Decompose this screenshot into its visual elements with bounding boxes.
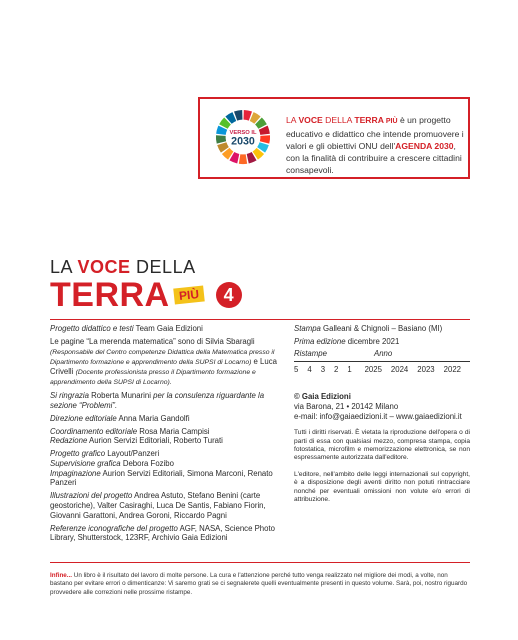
credit-value: Layout/Panzeri — [105, 449, 160, 459]
credit-value: Rosa Maria Campisi — [137, 426, 210, 436]
print-info-column — [294, 324, 470, 504]
credits-column — [50, 324, 282, 546]
credit-value: Aurion Servizi Editoriali, Simona Marconi, Renato Panzeri — [50, 468, 273, 488]
volume-number-badge: 4 — [216, 282, 242, 308]
print-value: Galleani & Chignoli – Basiano (MI) — [320, 324, 443, 333]
agenda-text-part: , con la finalità di contribuire a crescere cittadini consapevoli. — [286, 141, 462, 175]
print-label: Stampa — [294, 324, 321, 333]
credit-illustrazioni — [50, 491, 282, 520]
publisher-contact: e-mail: info@gaiaedizioni.it – www.gaiaedizioni.it — [294, 411, 462, 421]
credit-ringraziamenti — [50, 391, 282, 410]
anno-label: Anno — [374, 349, 393, 359]
credit-label: Progetto didattico e testi — [50, 324, 134, 333]
credit-note: (Docente professionista presso il Dipartimento formazione e apprendimento della SUPSI di Locarno). — [50, 369, 256, 387]
print-value: dicembre 2021 — [345, 336, 400, 346]
credit-label: Progetto grafico — [50, 449, 106, 459]
publisher-address: via Barona, 21 • 20142 Milano — [294, 401, 399, 411]
sdg-ring-segment — [216, 135, 226, 143]
credit-value: Aurion Servizi Editoriali, Roberto Turati — [87, 436, 223, 446]
credit-coordinamento — [50, 427, 282, 446]
series-title-line2 — [50, 278, 242, 312]
print-stampa — [294, 324, 470, 334]
ristampa-year: 2023 — [417, 364, 435, 374]
rights-notice: Tutti i diritti riservati. È vietata la riproduzione dell'opera o di parti di essa con qualsiasi mezzo, compresa stampa, copia fotostatica, microfilm e memorizzazione elettronica, se non espressamente autorizzata dall'editore. — [294, 429, 470, 462]
print-label: Prima edizione — [294, 336, 346, 346]
agenda-text-voce: VOCE — [298, 115, 323, 125]
series-title-line1 — [50, 258, 242, 276]
title-divider — [50, 319, 470, 320]
ristampa-number: 3 — [320, 364, 326, 374]
credit-value: Roberta Munarini — [89, 391, 154, 400]
agenda-2030-box — [198, 97, 470, 179]
ristampa-number: 5 — [294, 364, 299, 374]
footer-divider — [50, 562, 470, 563]
credit-value: Le pagine “La merenda matematica” sono di Silvia Sbaragli — [50, 337, 255, 347]
agenda-text-part: LA — [286, 115, 299, 125]
ristampe-numbers — [294, 365, 365, 375]
series-title-voce: VOCE — [77, 257, 131, 277]
credit-note: (Responsabile del Centro competenze Didattica della Matematica presso il Dipartimento formazione e apprendimento della SUPSI di Locarno) — [50, 348, 275, 366]
agenda-text-piu: PIÙ — [383, 118, 398, 125]
ristampe-label: Ristampe — [294, 349, 327, 359]
copyright-notice: L'editore, nell'ambito delle leggi internazionali sul copyright, è a disposizione degli aventi diritto non potuti rintracciare nonché per eventuali omissioni non volute e/o errori di attribuzione. — [294, 470, 470, 503]
print-edizione — [294, 337, 470, 347]
ristampa-number: 1 — [347, 364, 352, 374]
agenda-description — [286, 114, 472, 176]
logo-year-text: 2030 — [231, 135, 255, 148]
credit-referenze — [50, 524, 282, 543]
footer-lead: Infine... — [50, 572, 73, 579]
credit-label: Supervisione grafica — [50, 459, 121, 469]
credit-value: Anna Maria Gandolfi — [116, 413, 190, 423]
agenda-text-part: DELLA — [322, 115, 355, 125]
ristampa-number: 2 — [334, 364, 339, 374]
ristampe-divider — [294, 361, 470, 362]
series-title-la: LA — [50, 257, 78, 277]
agenda-text-part: è un progetto educativo e didattico che intende promuovere i valori e gli obiettivi ONU dell' — [286, 115, 464, 151]
credit-direzione — [50, 414, 282, 424]
logo-top-text: VERSO IL — [229, 130, 257, 137]
credit-label: Illustrazioni del progetto — [50, 491, 133, 501]
credit-value: e Luca Crivelli — [50, 356, 277, 377]
series-title-terra: TERRA — [50, 276, 170, 314]
credit-value: AGF, NASA, Science Photo Library, Shutterstock, 123RF, Archivio Gaia Edizioni — [50, 523, 275, 543]
footer-note — [50, 572, 470, 597]
credit-value: Andrea Astuto, Stefano Benini (carte geostoriche), Valter Casiraghi, Luca De Santis, Fabiano Fiorin, Giovanni Garattoni, Andrea Goroni, Riccardo Pagni — [50, 491, 266, 520]
footer-text: Un libro è il risultato del lavoro di molte persone. La cura e l'attenzione perché tutto venga realizzato nel migliore dei modi, a volte, non bastano per evitare errori o dimenticanze: Vi saremo grati se ci segnalerete quelli eventualmente presenti in questo volume. Sarà, poi, nostro riguardo provvedere alle correzioni nelle prossime ristampe. — [50, 572, 468, 596]
publisher-name: © Gaia Edizioni — [294, 392, 351, 402]
credit-grafica — [50, 449, 282, 487]
credit-label: Si ringrazia — [50, 391, 89, 400]
ristampa-year: 2025 — [364, 364, 382, 374]
series-title — [50, 258, 242, 312]
ristampe-header — [294, 349, 470, 359]
series-title-della: DELLA — [130, 257, 196, 277]
credit-progetto-didattico — [50, 324, 282, 334]
sdg-ring-segment — [239, 154, 247, 164]
credit-label: Impaginazione — [50, 468, 101, 478]
series-title-piu-badge: PIÙ — [173, 285, 205, 304]
ristampa-year: 2022 — [443, 364, 461, 374]
credit-label: per la consulenza riguardante la sezione “Problemi”. — [50, 391, 265, 410]
ristampe-row — [294, 365, 470, 375]
sdg-ring-segment — [260, 135, 270, 143]
ristampe-years — [365, 365, 470, 375]
credit-label: Coordinamento editoriale — [50, 426, 138, 436]
credit-label: Direzione editoriale — [50, 413, 117, 423]
ristampa-year: 2024 — [390, 364, 409, 374]
credit-label: Redazione — [50, 436, 88, 446]
credit-value: Debora Fozibo — [120, 459, 174, 469]
agenda-text-agenda: AGENDA 2030 — [395, 141, 454, 151]
agenda-2030-logo — [214, 108, 272, 166]
credit-merenda-matematica — [50, 337, 282, 387]
agenda-text-terra: TERRA — [354, 115, 384, 125]
ristampa-number: 4 — [307, 364, 312, 374]
credit-value: Team Gaia Edizioni — [133, 324, 203, 333]
credit-label: Referenze iconografiche del progetto — [50, 523, 178, 533]
